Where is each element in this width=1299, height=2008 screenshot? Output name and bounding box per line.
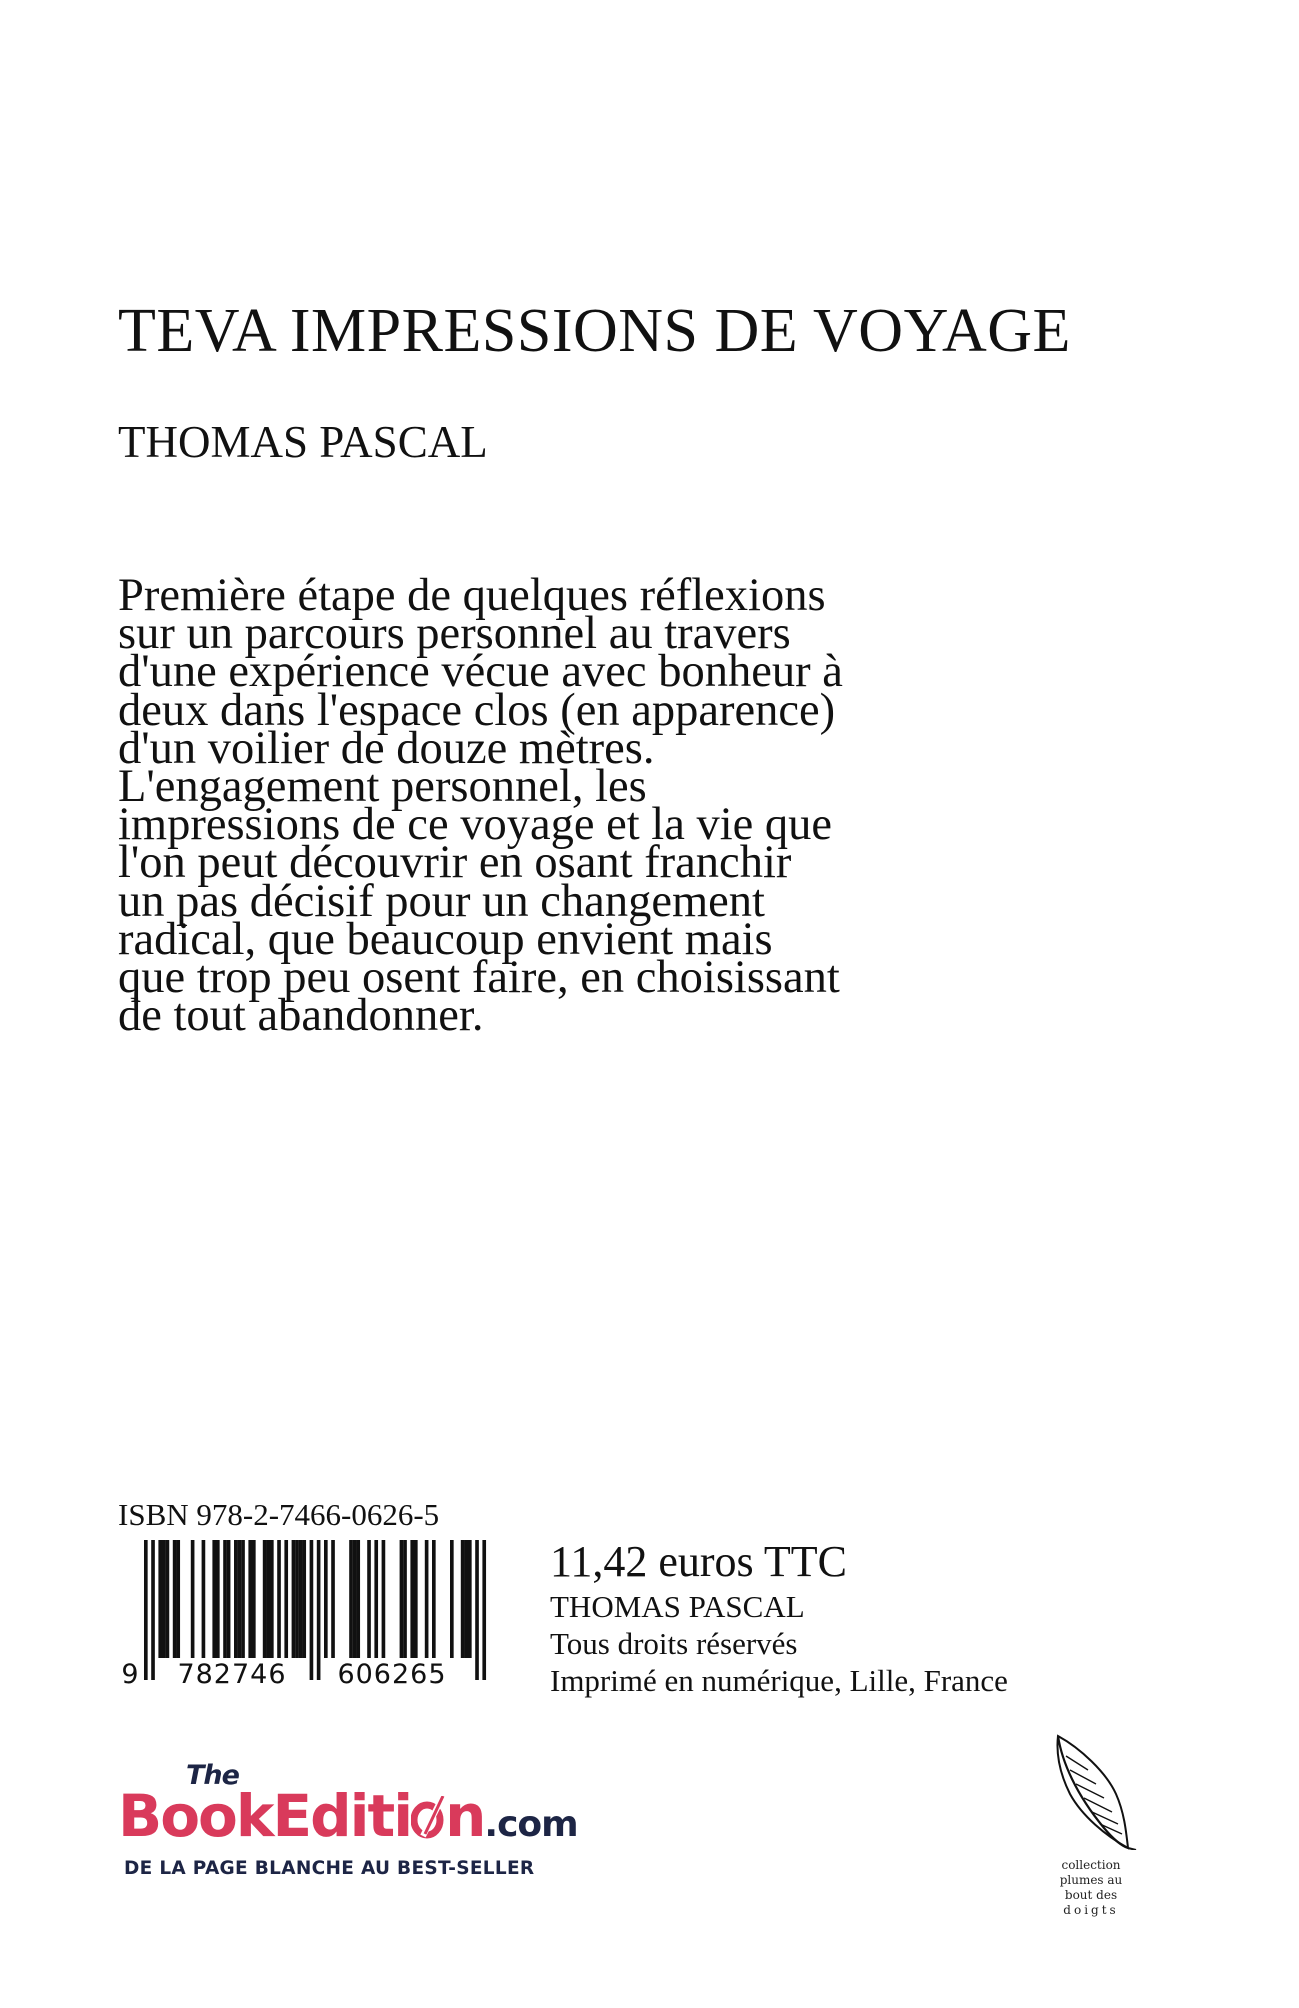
barcode-bar (450, 1540, 454, 1658)
blurb-line: l'on peut découvrir en osant franchir (118, 837, 792, 889)
barcode-bar (234, 1540, 238, 1658)
barcode-bar (277, 1540, 281, 1658)
barcode-bar (461, 1540, 465, 1658)
blurb-line: impressions de ce voyage et la vie que (118, 799, 833, 851)
barcode-guard-bar (151, 1540, 155, 1680)
barcode-bar (212, 1540, 216, 1658)
collection-line: collection (1061, 1858, 1121, 1872)
logo-wordmark (118, 1782, 578, 1850)
barcode-bar (382, 1540, 386, 1658)
barcode-bar (202, 1540, 206, 1658)
barcode-left-digits: 782746 (177, 1659, 287, 1690)
book-author: THOMAS PASCAL (118, 417, 488, 467)
logo-com: .com (484, 1804, 578, 1845)
print-location: Imprimé en numérique, Lille, France (550, 1663, 1008, 1698)
barcode-bar (158, 1540, 162, 1658)
imprint-author: THOMAS PASCAL (550, 1589, 805, 1624)
barcode-bar (284, 1540, 288, 1658)
barcode-bar (176, 1540, 180, 1658)
publication-info (550, 1536, 1008, 1699)
barcode-bar (270, 1540, 274, 1658)
barcode-first-digit: 9 (121, 1659, 139, 1690)
barcode-bar (356, 1540, 360, 1658)
publisher-tagline: DE LA PAGE BLANCHE AU BEST-SELLER (124, 1858, 535, 1879)
barcode-right-digits: 606265 (337, 1659, 447, 1690)
barcode-bar (414, 1540, 418, 1658)
blurb-line: deux dans l'espace clos (en apparence) (118, 684, 836, 736)
barcode-bar (216, 1540, 220, 1658)
blurb-line: Première étape de quelques réflexions (118, 570, 826, 621)
barcode-bar (238, 1540, 242, 1658)
barcode-bar (248, 1540, 252, 1658)
collection-emblem (1036, 1732, 1146, 1918)
isbn-label: ISBN 978-2-7466-0626-5 (118, 1497, 440, 1532)
ean13-barcode (118, 1540, 488, 1690)
barcode-bar (324, 1540, 328, 1658)
blurb-line: un pas décisif pour un changement (118, 875, 765, 927)
barcode-guard-bar (144, 1540, 148, 1680)
barcode-bar (432, 1540, 436, 1658)
barcode-bar (295, 1540, 299, 1658)
barcode-bar (403, 1540, 407, 1658)
blurb-line: radical, que beaucoup envient mais (118, 913, 773, 965)
barcode-guard-bar (317, 1540, 321, 1680)
barcode-graphic (118, 1540, 488, 1690)
barcode-bar (263, 1540, 267, 1658)
book-title: TEVA IMPRESSIONS DE VOYAGE (118, 297, 1071, 365)
barcode-guard-bar (310, 1540, 314, 1680)
blurb-line: que trop peu osent faire, en choisissant (118, 952, 840, 1004)
rights-notice: Tous droits réservés (550, 1626, 798, 1661)
barcode-guard-bar (475, 1540, 479, 1680)
collection-line: bout des (1064, 1888, 1118, 1902)
barcode-bar (292, 1540, 296, 1658)
blurb-line: L'engagement personnel, les (118, 761, 647, 813)
barcode-bar (302, 1540, 306, 1658)
barcode-bar (331, 1540, 335, 1658)
blurb-line: d'une expérience vécue avec bonheur à (118, 646, 843, 698)
barcode-bar (173, 1540, 177, 1658)
barcode-bar (410, 1540, 414, 1658)
back-cover-blurb (118, 570, 978, 1042)
barcode-guard-bar (482, 1540, 486, 1680)
price: 11,42 euros TTC (550, 1537, 847, 1586)
logo-name-part1: BookEditi (118, 1782, 412, 1850)
feather-quill-icon (1036, 1732, 1146, 1850)
barcode-bar (349, 1540, 353, 1658)
barcode-bar (374, 1540, 378, 1658)
barcode-bar (367, 1540, 371, 1658)
collection-line: doigts (1063, 1903, 1119, 1917)
barcode-bar (353, 1540, 357, 1658)
blurb-line: de tout abandonner. (118, 990, 484, 1042)
logo-name-part2: n (445, 1782, 485, 1850)
barcode-bar (241, 1540, 245, 1658)
barcode-bar (223, 1540, 227, 1658)
logo-the: The (186, 1760, 239, 1791)
barcode-bar (425, 1540, 429, 1658)
barcode-bar (166, 1540, 170, 1658)
blurb-line: d'un voilier de douze mètres. (118, 722, 655, 774)
barcode-bar (227, 1540, 231, 1658)
barcode-bar (266, 1540, 270, 1658)
blurb-line: sur un parcours personnel au travers (118, 608, 791, 660)
barcode-bar (191, 1540, 195, 1658)
barcode-bar (464, 1540, 468, 1658)
collection-line: plumes au (1059, 1873, 1123, 1887)
barcode-bar (468, 1540, 472, 1658)
barcode-bar (400, 1540, 404, 1658)
barcode-bar (252, 1540, 256, 1658)
logo-pen-o-icon (411, 1796, 445, 1840)
barcode-bar (299, 1540, 303, 1658)
publisher-logo (118, 1760, 708, 1880)
barcode-bar (162, 1540, 166, 1658)
